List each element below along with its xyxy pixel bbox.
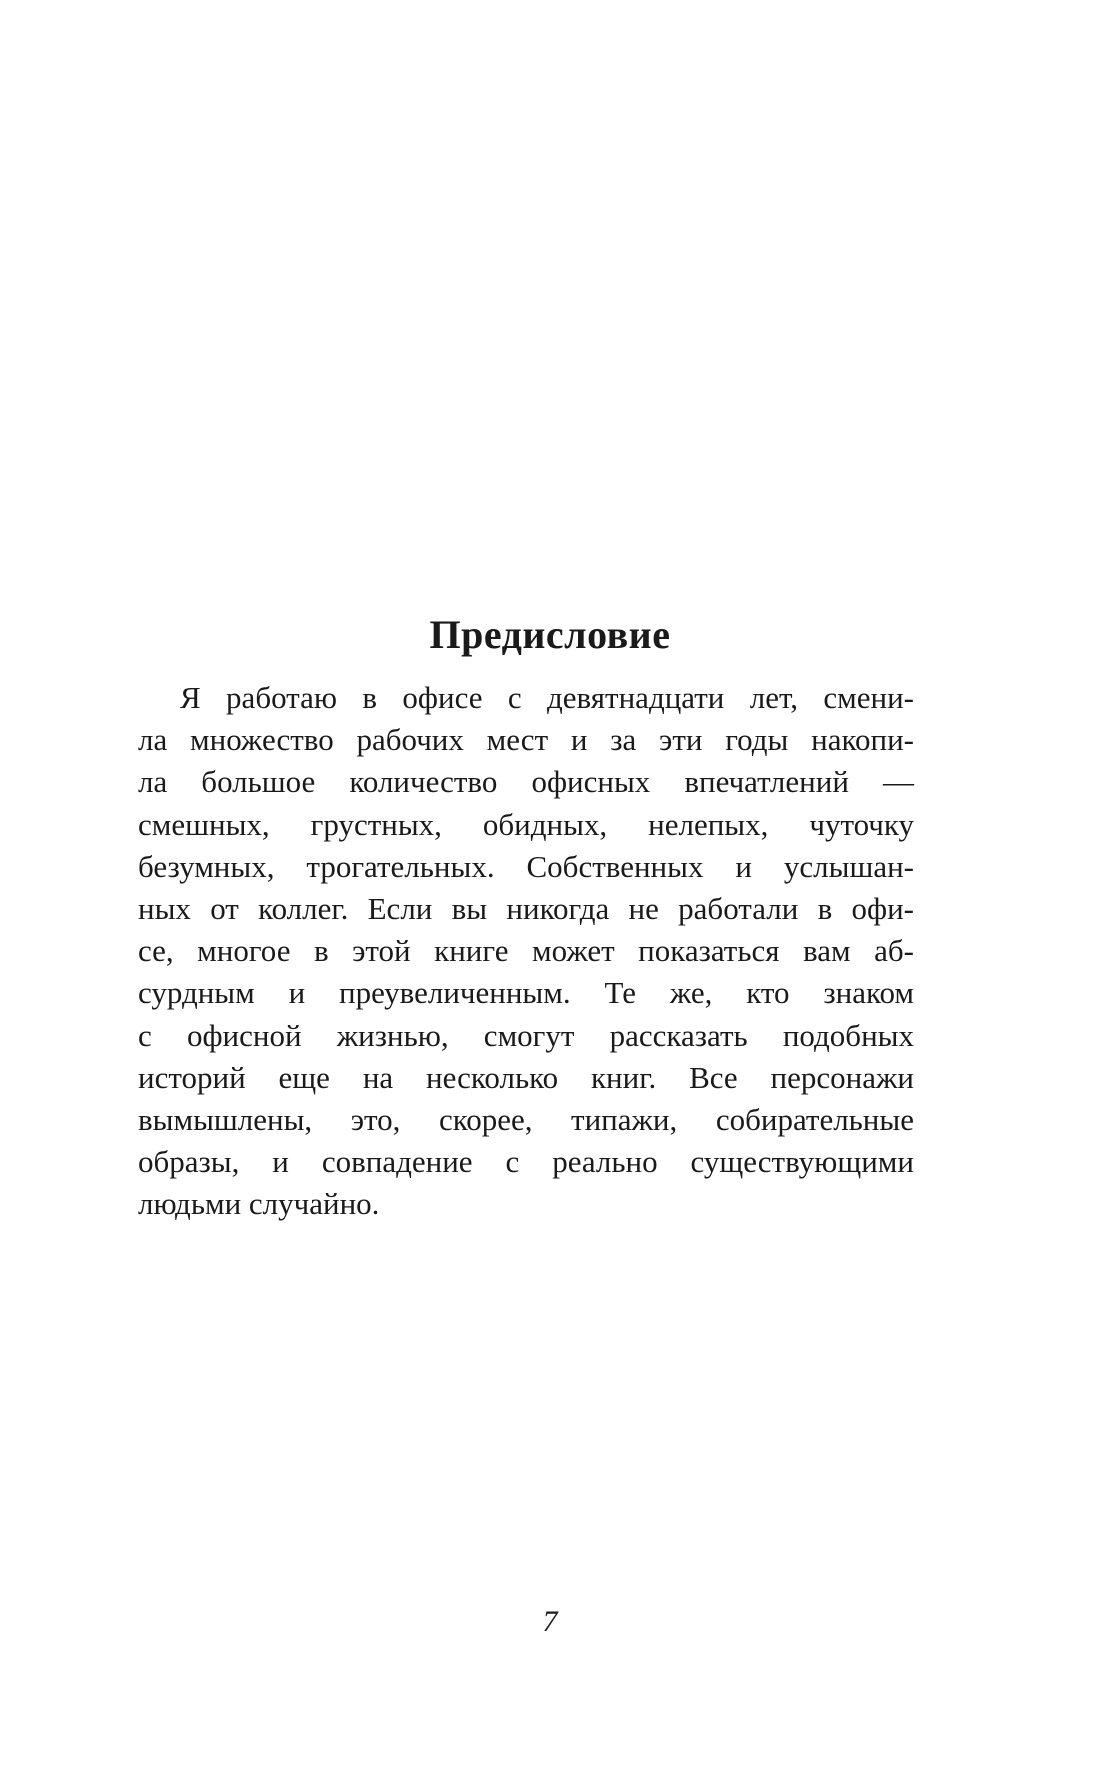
text-line: образы, и совпадение с реально существующими (138, 1144, 914, 1180)
text-line: вымышлены, это, скорее, типажи, собирательные (138, 1101, 914, 1137)
text-line: ных от коллег. Если вы никогда не работали в офи- (138, 890, 914, 926)
text-line: Я работаю в офисе с девятнадцати лет, смени- (180, 680, 914, 715)
text-line: се, многое в этой книге может показаться вам аб- (138, 933, 914, 969)
text-line: историй еще на несколько книг. Все персонажи (138, 1059, 914, 1095)
preface-paragraph (138, 677, 914, 1225)
page-title: Предисловие (429, 611, 671, 657)
text-line: с офисной жизнью, смогут рассказать подобных (138, 1017, 914, 1053)
text-line: ла множество рабочих мест и за эти годы накопи- (138, 722, 914, 758)
text-line: смешных, грустных, обидных, нелепых, чуточку (138, 806, 914, 842)
page-number: 7 (542, 1605, 558, 1638)
text-line: сурдным и преувеличенным. Те же, кто знаком (138, 975, 914, 1011)
text-line: людьми случайно. (138, 1186, 380, 1222)
text-line: безумных, трогательных. Собственных и услышан- (138, 848, 914, 884)
text-line: ла большое количество офисных впечатлений — (138, 764, 914, 800)
